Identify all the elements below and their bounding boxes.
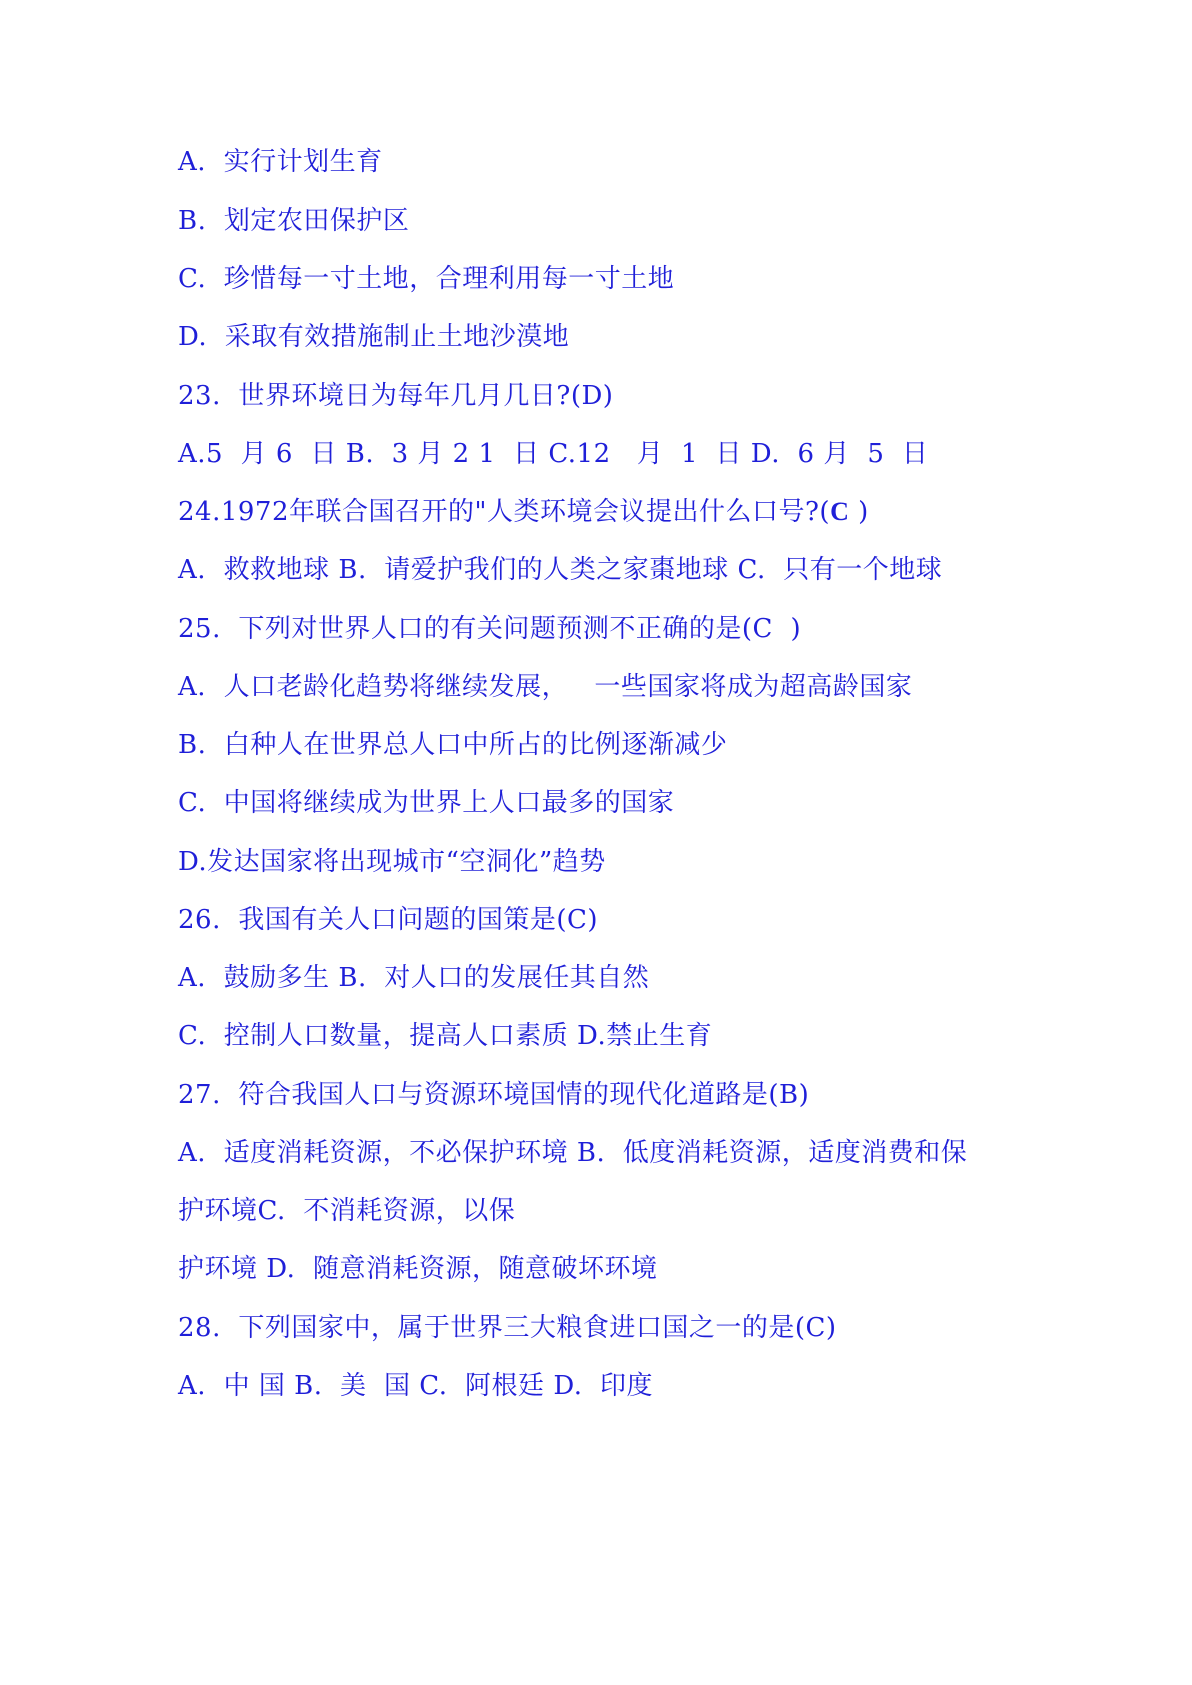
question-27: 27. 符合我国人口与资源环境国情的现代化道路是(B) [178, 1080, 810, 1110]
question-25-option-d: D.发达国家将出现城市“空洞化”趋势 [178, 847, 606, 877]
question-27-options-line3: 护环境 D. 随意消耗资源，随意破坏环境 [178, 1254, 658, 1284]
option-d-text: D. 采取有效措施制止土地沙漠地 [178, 322, 570, 352]
question-26: 26. 我国有关人口问题的国策是(C) [178, 905, 599, 935]
question-27-options-line2: 护环境C. 不消耗资源，以保 [178, 1196, 516, 1226]
option-a-text: A. 实行计划生育 [178, 147, 383, 177]
question-27-options-line1: A. 适度消耗资源，不必保护环境 B. 低度消耗资源，适度消费和保 [178, 1138, 968, 1168]
question-28-options: A. 中 国 B. 美 国 C. 阿根廷 D. 印度 [178, 1371, 654, 1401]
question-26-options-cd: C. 控制人口数量，提高人口素质 D.禁止生育 [178, 1021, 713, 1051]
question-28: 28. 下列国家中，属于世界三大粮食进口国之一的是(C) [178, 1313, 837, 1343]
option-c-text: C. 珍惜每一寸土地，合理利用每一寸土地 [178, 264, 675, 294]
question-24-answer: C [830, 497, 850, 526]
question-24-options: A. 救救地球 B. 请爱护我们的人类之家棗地球 C. 只有一个地球 [178, 555, 943, 585]
question-25: 25. 下列对世界人口的有关问题预测不正确的是(C ) [178, 614, 802, 644]
question-26-options-ab: A. 鼓励多生 B. 对人口的发展任其自然 [178, 963, 650, 993]
option-b-text: B. 划定农田保护区 [178, 206, 410, 236]
question-25-option-c: C. 中国将继续成为世界上人口最多的国家 [178, 788, 675, 818]
question-25-option-a: A. 人口老龄化趋势将继续发展， 一些国家将成为超高龄国家 [178, 672, 913, 702]
question-25-option-b: B. 白种人在世界总人口中所占的比例逐渐减少 [178, 730, 728, 760]
question-24 [178, 495, 869, 529]
question-24-text: 24.1972年联合国召开的"人类环境会议提出什么口号?( [178, 497, 831, 527]
question-24-close: ) [849, 497, 869, 527]
question-23-options: A.5 月 6 日 B. 3 月 2 1 日 C.12 月 1 日 D. 6 月 5 日 [178, 439, 929, 469]
question-23: 23. 世界环境日为每年几月几日?(D) [178, 381, 614, 411]
